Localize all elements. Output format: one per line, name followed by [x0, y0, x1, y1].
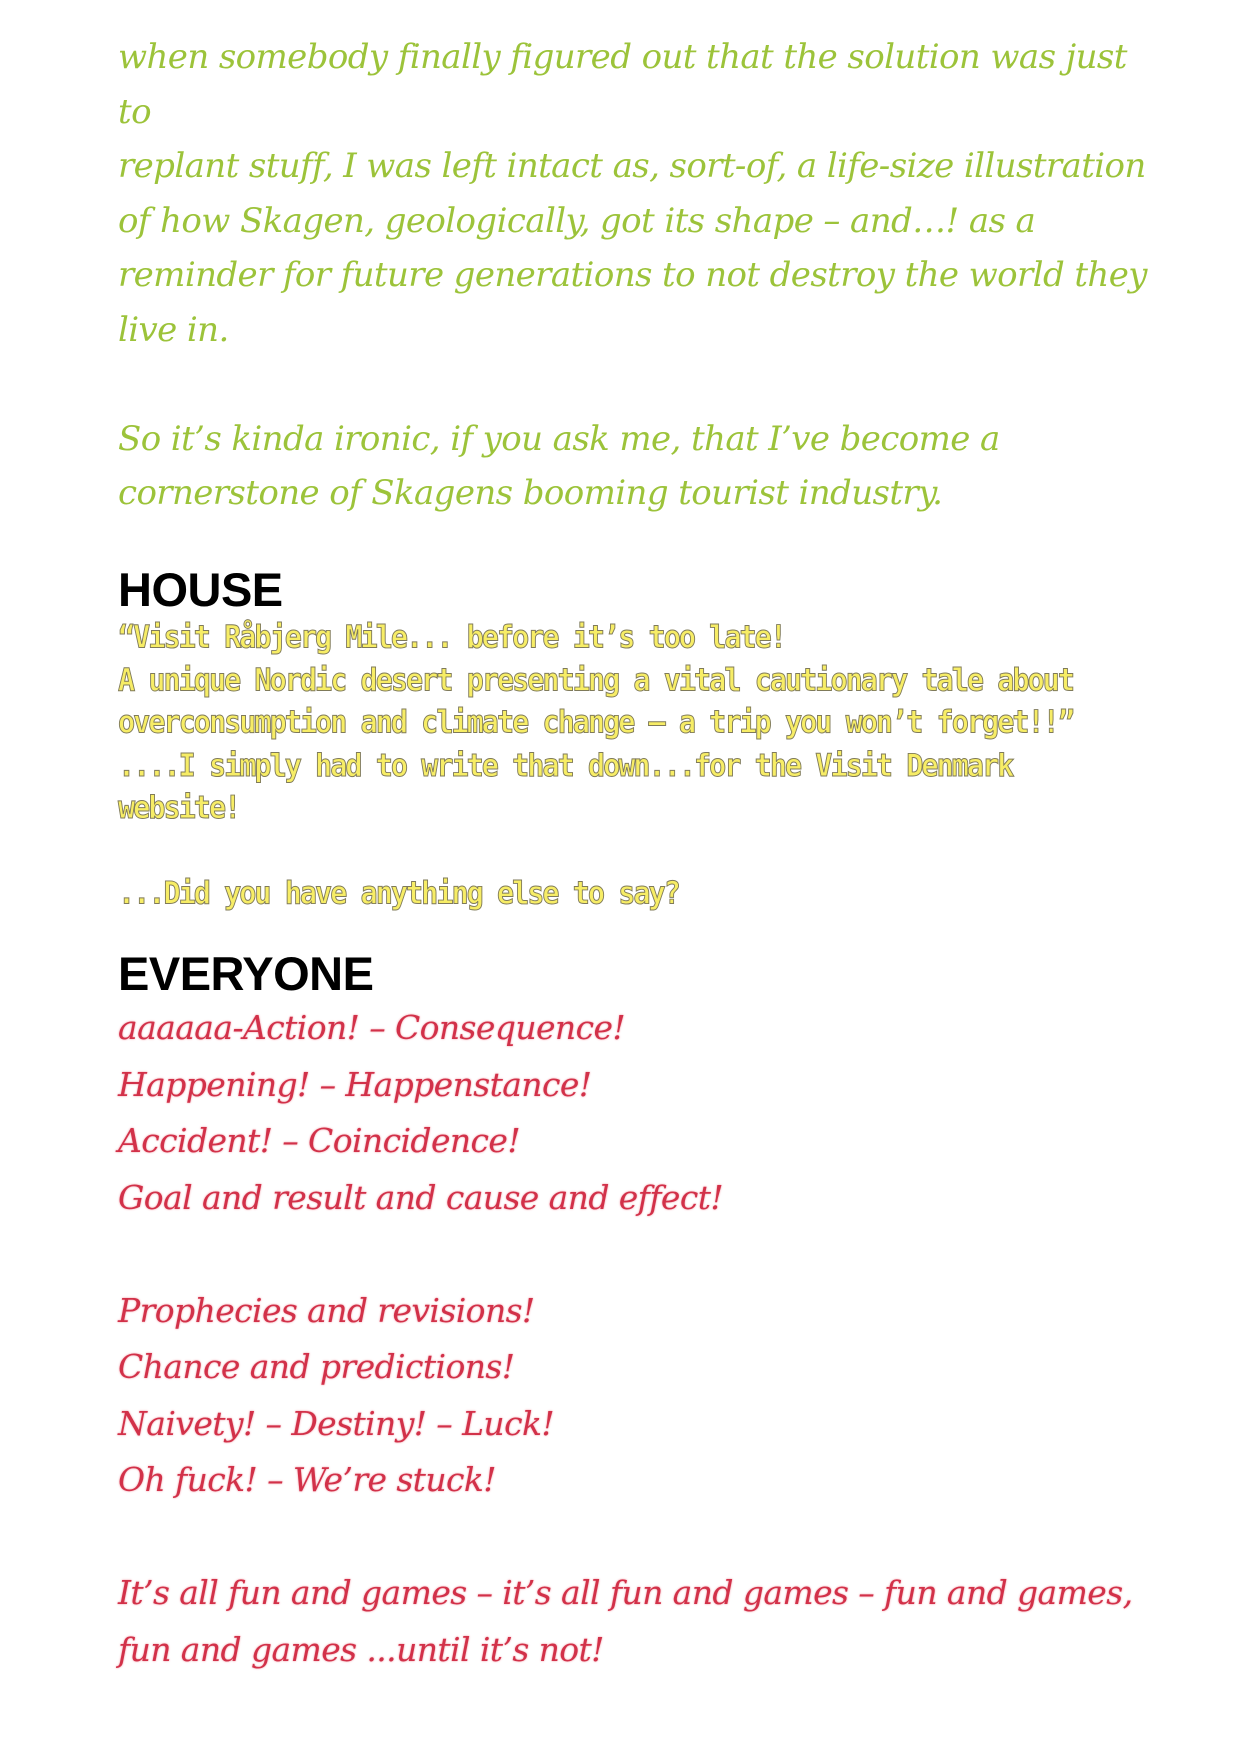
house-dialogue-block	[118, 616, 1148, 915]
chorus-stanza-3: It’s all fun and games – it’s all fun and games – fun and games, fun and games ...until it’s not!	[118, 1573, 1133, 1669]
house-line-2: ...Did you have anything else to say?	[118, 875, 679, 911]
speaker-heading-house: HOUSE	[118, 563, 283, 616]
chorus-stanza-2: Prophecies and revisions! Chance and predictions! Naivety! – Destiny! – Luck! Oh fuck! – We’re stuck!	[118, 1290, 555, 1499]
house-line-1: “Visit Råbjerg Mile... before it’s too late! A unique Nordic desert presenting a vital cautionary tale about overconsumption and climate change – a trip you won’t forget!!” ....I simply had to write that down...for the Visit Denmark website!	[118, 619, 1073, 826]
speaker-heading-everyone: EVERYONE	[118, 947, 374, 1000]
everyone-chorus-block	[118, 1000, 1148, 1678]
chorus-stanza-1: aaaaaa-Action! – Consequence! Happening! – Happenstance! Accident! – Coincidence! Goal and result and cause and effect!	[118, 1008, 724, 1217]
narration-block	[118, 30, 1148, 521]
narration-paragraph-1: when somebody finally figured out that the solution was just to replant stuff, I was left intact as, sort-of, a life-size illustration of how Skagen, geologically, got its shape – and…! as a reminder for future generations to not destroy the world they live in.	[118, 37, 1147, 350]
narration-paragraph-2: So it’s kinda ironic, if you ask me, that I’ve become a cornerstone of Skagens booming tourist industry.	[118, 418, 1000, 513]
